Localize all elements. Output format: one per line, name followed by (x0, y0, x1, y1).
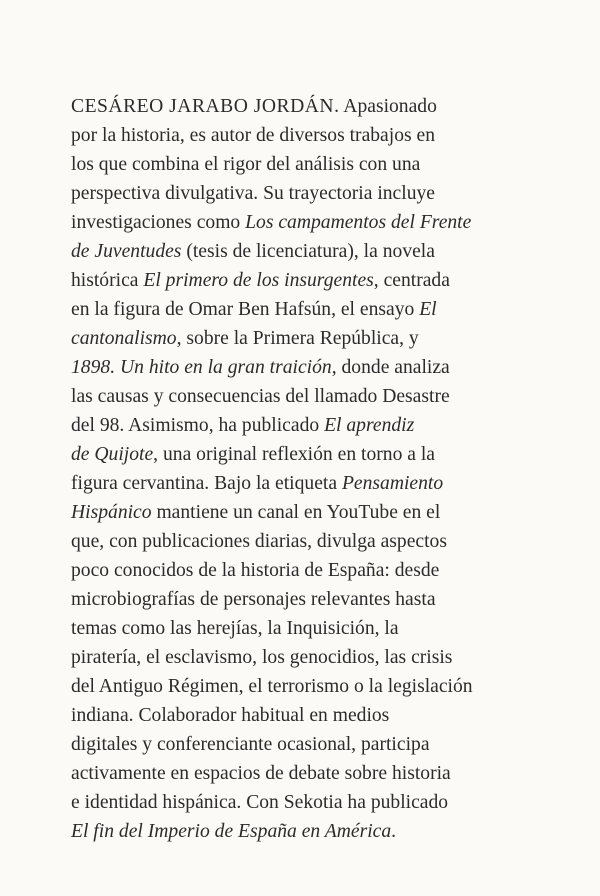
italic-title-text: Hispánico (71, 502, 152, 523)
bio-line (71, 440, 591, 469)
italic-title-text: El aprendiz (324, 415, 415, 436)
bio-text: poco conocidos de la historia de España: desde (71, 560, 440, 581)
italic-title-text: cantonalismo (71, 328, 177, 349)
bio-text: , donde analiza (331, 357, 450, 378)
author-name: CESÁREO JARABO JORDÁN. (71, 96, 340, 117)
italic-title-text: El primero de los insurgentes (143, 270, 374, 291)
author-bio-paragraph (71, 92, 591, 846)
bio-line (71, 411, 591, 440)
bio-line (71, 759, 591, 788)
bio-text: temas como las herejías, la Inquisición, la (71, 618, 399, 639)
bio-line (71, 208, 591, 237)
bio-text: del 98. Asimismo, ha publicado (71, 415, 325, 436)
bio-line (71, 324, 591, 353)
bio-line (71, 498, 591, 527)
bio-text: figura cervantina. Bajo la etiqueta (71, 473, 342, 494)
bio-text: indiana. Colaborador habitual en medios (71, 705, 390, 726)
bio-line (71, 556, 591, 585)
italic-title-text: de Quijote (71, 444, 154, 465)
bio-line (71, 92, 591, 121)
bio-text: e identidad hispánica. Con Sekotia ha publicado (71, 792, 449, 813)
bio-text: mantiene un canal en YouTube en el (151, 502, 441, 523)
bio-line (71, 382, 591, 411)
bio-text: perspectiva divulgativa. Su trayectoria incluye (71, 183, 435, 204)
bio-line (71, 672, 591, 701)
bio-text: que, con publicaciones diarias, divulga aspectos (71, 531, 447, 552)
italic-title-text: Pensamiento (341, 473, 444, 494)
bio-text: piratería, el esclavismo, los genocidios, las crisis (71, 647, 453, 668)
bio-line (71, 817, 591, 846)
bio-text: . (391, 821, 397, 842)
bio-line (71, 266, 591, 295)
bio-line (71, 469, 591, 498)
bio-line (71, 121, 591, 150)
bio-line (71, 150, 591, 179)
bio-text: investigaciones como (71, 212, 246, 233)
bio-text: del Antiguo Régimen, el terrorismo o la legislación (71, 676, 473, 697)
bio-line (71, 643, 591, 672)
bio-text: (tesis de licenciatura), la novela (181, 241, 435, 262)
bio-text: , sobre la Primera República, y (176, 328, 419, 349)
bio-text: , centrada (373, 270, 450, 291)
italic-title-text: El fin del Imperio de España en América (71, 821, 392, 842)
bio-line (71, 730, 591, 759)
bio-line (71, 788, 591, 817)
italic-title-text: El (419, 299, 437, 320)
bio-text: en la figura de Omar Ben Hafsún, el ensayo (71, 299, 420, 320)
bio-line (71, 614, 591, 643)
bio-line (71, 353, 591, 382)
bio-text: por la historia, es autor de diversos trabajos en (71, 125, 436, 146)
bio-line (71, 527, 591, 556)
bio-line (71, 237, 591, 266)
bio-text: microbiografías de personajes relevantes hasta (71, 589, 436, 610)
bio-text: , una original reflexión en torno a la (153, 444, 436, 465)
bio-text: activamente en espacios de debate sobre historia (71, 763, 451, 784)
bio-line (71, 295, 591, 324)
bio-line (71, 179, 591, 208)
italic-title-text: de Juventudes (71, 241, 182, 262)
bio-text: digitales y conferenciante ocasional, participa (71, 734, 430, 755)
bio-text: los que combina el rigor del análisis con una (71, 154, 421, 175)
italic-title-text: 1898. Un hito en la gran traición (71, 357, 332, 378)
bio-text: las causas y consecuencias del llamado Desastre (71, 386, 450, 407)
bio-line (71, 701, 591, 730)
italic-title-text: Los campamentos del Frente (245, 212, 472, 233)
bio-text: histórica (71, 270, 144, 291)
bio-line (71, 585, 591, 614)
bio-text: Apasionado (339, 96, 437, 117)
